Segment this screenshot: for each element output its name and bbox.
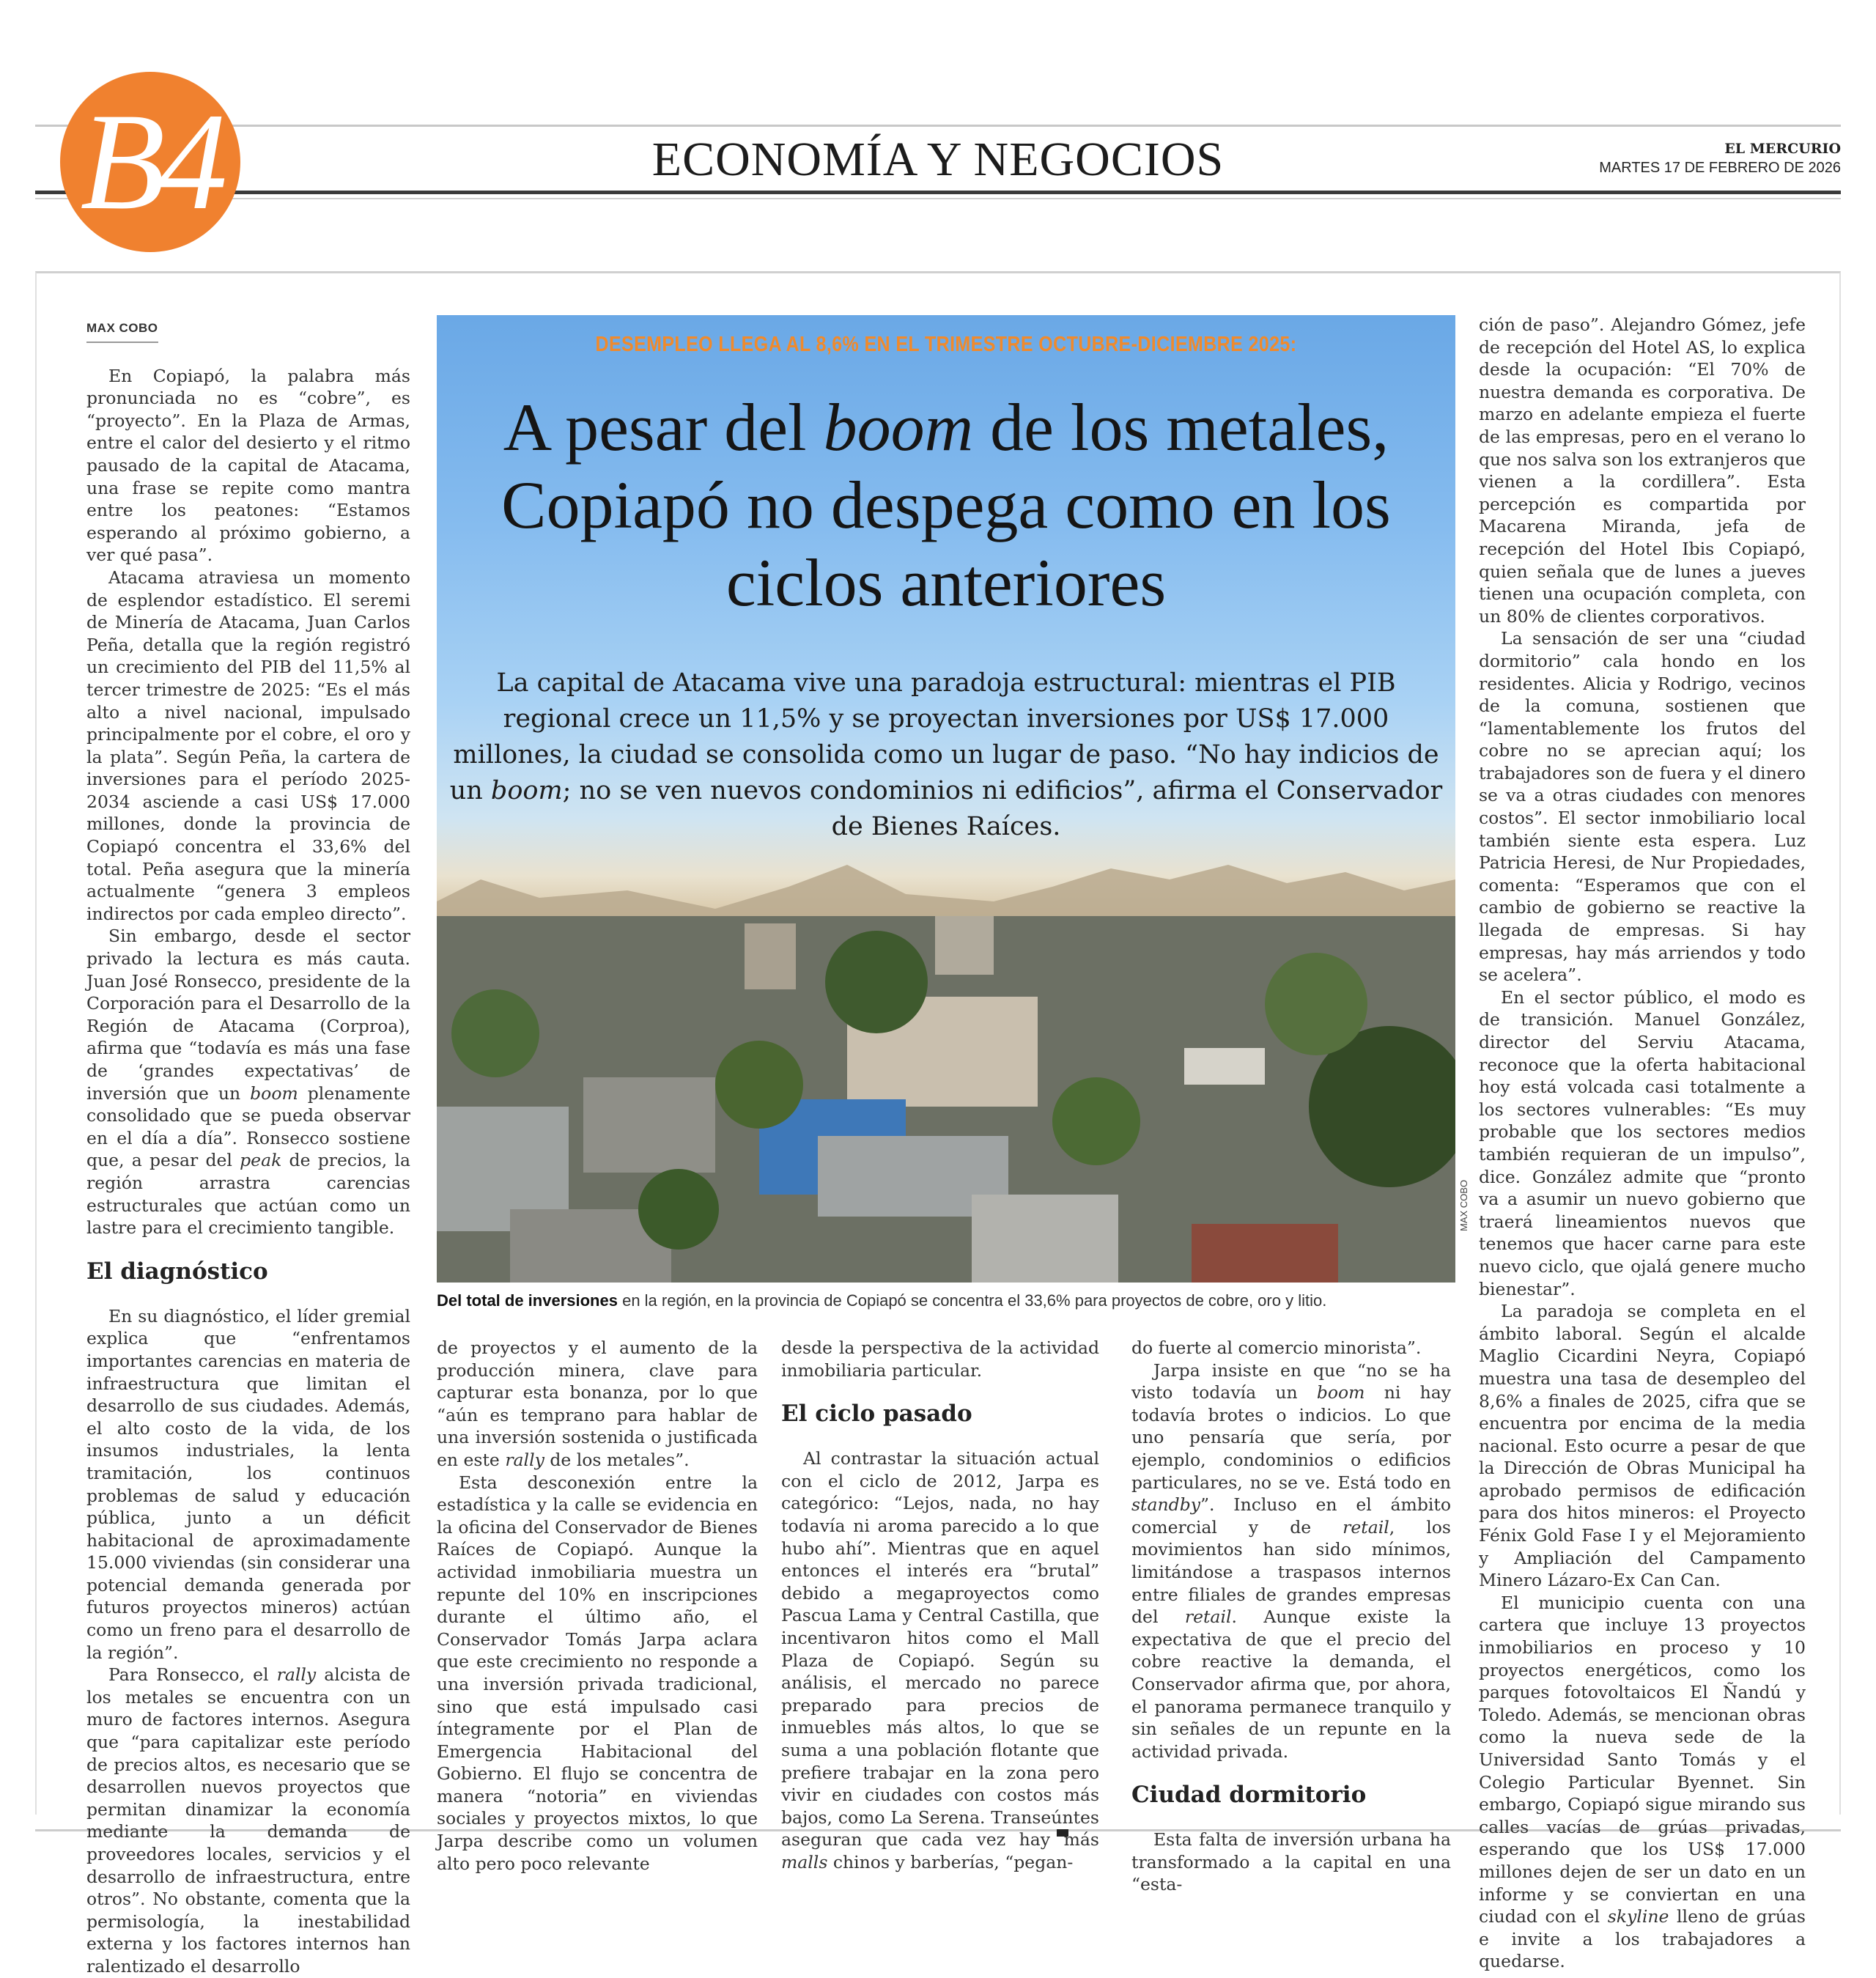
- article-column-4: [1131, 1337, 1451, 1896]
- hero-photo: [437, 315, 1455, 1283]
- deck: La capital de Atacama vive una paradoja estructural: mientras el PIB regional crece un 11,5% y se proyectan inversiones por US$ 17.000 millones, la ciudad se consolida como un lugar de paso. “No hay indicios de un boom; no se ven nuevos condominios ni edificios”, afirma el Conservador de Bienes Raíces.: [449, 668, 1443, 841]
- paragraph: En su diagnóstico, el líder gremial explica que “enfrentamos importantes carencias en materia de infraestructura que limitan el desarrollo de sus ciudades. Además, el alto costo de la vida, de los insumos industriales, la lenta tramitación, los continuos problemas de salud y educación pública, junto a un déficit habitacional de aproximadamente 15.000 viviendas (sin considerar una potencial demanda generada por futuros proyectos mineros) actúan como un freno para el desarrollo de la región”.: [86, 1305, 410, 1663]
- paragraph: En Copiapó, la palabra más pronunciada no es “cobre”, es “proyecto”. En la Plaza de Armas, entre el calor del desierto y el ritmo pausado de la capital de Atacama, una frase se repite como mantra entre los peatones: “Estamos esperando al próximo gobierno, a ver qué pasa”.: [86, 365, 410, 566]
- article-column-1: [86, 315, 410, 1978]
- kicker: DESEMPLEO LLEGA AL 8,6% EN EL TRIMESTRE OCTUBRE-DICIEMBRE 2025:: [595, 333, 1297, 356]
- subhead-ciclo-pasado: El ciclo pasado: [781, 1401, 972, 1428]
- subhead-diagnostico: El diagnóstico: [86, 1258, 268, 1285]
- article-column-2: [437, 1337, 758, 1875]
- headline: A pesar del boom de los metales, Copiapó no despega como en los ciclos anteriores: [501, 390, 1391, 620]
- page-number: B4: [80, 85, 221, 239]
- paragraph: Sin embargo, desde el sector privado la lectura es más cauta. Juan José Ronsecco, presidente de la Corporación para el Desarrollo de la Región de Atacama (Corproa), afirma que “todavía es más una fase de ‘grandes expectativas’ de inversión que un boom plenamente consolidado que se pueda observar en el día a día”. Ronsecco sostiene que, a pesar del peak de precios, la región arrastra carencias estructurales que actúan como un lastre para el crecimiento tangible.: [86, 926, 410, 1239]
- paragraph: En el sector público, el modo es de transición. Manuel González, director del Serviu Atacama, reconoce que la oferta habitacional hoy está volcada casi totalmente a los sectores vulnerables: “Es muy probable que los sectores medios también requieran de un impulso”, dice. González admite que “pronto va a asumir un nuevo gobierno que traerá lineamientos nuevos que tenemos que hacer carne para este nuevo ciclo, que ojalá genere mucho bienestar”.: [1479, 986, 1806, 1299]
- paragraph: El municipio cuenta con una cartera que incluye 13 proyectos inmobiliarios en proceso y 10 proyectos energéticos, como los parques fotovoltaicos El Ñandú y Toledo. Además, se mencionan obras como la nueva sede de la Universidad Santo Tomás y el Colegio Particular Byennet. Sin embargo, Copiapó sigue mirando sus calles vacías de grúas privadas, esperando que los US$ 17.000 millones dejen de ser un dato en un informe y se conviertan en una ciudad con el skyline lleno de grúas e invite a los trabajadores a quedarse.: [1479, 1592, 1806, 1972]
- newspaper-name: EL MERCURIO: [1724, 141, 1841, 157]
- paragraph: Atacama atraviesa un momento de esplendor estadístico. El seremi de Minería de Atacama, Juan Carlos Peña, detalla que la región registró un crecimiento del PIB del 11,5% al tercer trimestre de 2025: “Es el más alto a nivel nacional, impulsado principalmente por el cobre, el oro y la plata”. Según Peña, la cartera de inversiones para el período 2025-2034 asciende a casi US$ 17.000 millones, donde la provincia de Copiapó concentra el 33,6% del total. Peña asegura que la minería actualmente “genera 3 empleos indirectos por cada empleo directo”.: [86, 567, 410, 924]
- paragraph: ción de paso”. Alejandro Gómez, jefe de recepción del Hotel AS, lo explica desde la ocupación: “El 70% de nuestra demanda es corporativa. De marzo en adelante empieza el fuerte de las empresas, pero en el verano lo que nos salva son los extranjeros que vienen a la cordillera”. Esta percepción es compartida por Macarena Miranda, jefa de recepción del Hotel Ibis Copiapó, quien señala que de lunes a jueves tienen una ocupación completa, con un 80% de clientes corporativos.: [1479, 314, 1806, 627]
- subhead-ciudad-dormitorio: Ciudad dormitorio: [1131, 1782, 1367, 1809]
- byline: MAX COBO: [86, 317, 158, 343]
- article-column-5: [1479, 314, 1806, 1973]
- photo-caption: Del total de inversiones en la región, en la provincia de Copiapó se concentra el 33,6% para proyectos de cobre, oro y litio.: [437, 1291, 1327, 1310]
- masthead-bottom-rule: [35, 191, 1841, 194]
- paragraph: desde la perspectiva de la actividad inmobiliaria particular.: [781, 1337, 1099, 1381]
- page-number-badge: [60, 72, 240, 252]
- masthead-top-rule: [35, 125, 1841, 127]
- paragraph: Al contrastar la situación actual con el ciclo de 2012, Jarpa es categórico: “Lejos, nada, no hay todavía ni aroma parecido a lo que hubo ahí”. Mientras que en aquel entonces el interés era “brutal” debido a megaproyectos como Pascua Lama y Central Castilla, que incentivaron hitos como el Mall Plaza de Copiapó. Según su análisis, el mercado no parece preparado para precios de inmuebles más altos, lo que se suma a una población flotante que prefiere trabajar en la zona pero vivir en ciudades con costos más bajos, como La Serena. Transeúntes aseguran que cada vez hay más malls chinos y barberías, “pegan-: [781, 1448, 1099, 1872]
- paragraph: Esta falta de inversión urbana ha transformado a la capital en una “esta-: [1131, 1829, 1451, 1895]
- paragraph: Para Ronsecco, el rally alcista de los metales se encuentra con un muro de factores internos. Asegura que “para capitalizar este período de precios altos, es necesario que se desarrollen nuevos proyectos que permitan dinamizar la economía mediante la demanda de proveedores locales, servicios y el desarrollo de infraestructura, entre otros”. No obstante, comenta que la permisología, la inestabilidad externa y los factores internos han ralentizado el desarrollo: [86, 1664, 411, 1977]
- paragraph: La sensación de ser una “ciudad dormitorio” cala hondo en los residentes. Alicia y Rodrigo, vecinos de la comuna, sostienen que “lamentablemente los frutos del cobre no se aprecian aquí; los trabajadores son de fuera y el dinero se va a otras ciudades con menores costos”. El sector inmobiliario local también siente esta espera. Luz Patricia Heresi, de Nur Propiedades, comenta: “Esperamos que con el cambio de gobierno se reactive la llegada de empresas. Si hay empresas, hay más arriendos y todo se acelera”.: [1479, 628, 1806, 986]
- paragraph: Esta desconexión entre la estadística y la calle se evidencia en la oficina del Conservador de Bienes Raíces de Copiapó. Aunque la actividad inmobiliaria muestra un repunte del 10% en inscripciones durante el último año, el Conservador Tomás Jarpa aclara que este crecimiento no responde a una inversión privada tradicional, sino que está impulsado casi íntegramente por el Plan de Emergencia Habitacional del Gobierno. El flujo se concentra de manera “notoria” en viviendas sociales y proyectos mixtos, lo que Jarpa describe como un volumen alto pero poco relevante: [437, 1472, 758, 1874]
- section-title: ECONOMÍA Y NEGOCIOS: [651, 133, 1225, 186]
- photo-credit: MAX COBO: [1458, 1179, 1469, 1231]
- paragraph: do fuerte al comercio minorista”.: [1131, 1337, 1422, 1358]
- publication-date: MARTES 17 DE FEBRERO DE 2026: [1599, 160, 1841, 176]
- paragraph: La paradoja se completa en el ámbito laboral. Según el alcalde Maglio Cicardini Neyra, Copiapó muestra una tasa de desempleo del 8,6% a finales de 2025, cifra que se encuentra por encima de la media nacional. Esto ocurre a pesar de que la Dirección de Obras Municipal ha aprobado permisos de edificación para dos hitos mineros: el Proyecto Fénix Gold Fase I y el Mejoramiento y Ampliación del Campamento Minero Lázaro-Ex Can Can.: [1479, 1301, 1806, 1591]
- masthead-bottom-thin-rule: [35, 198, 1841, 199]
- article-column-3: [781, 1337, 1099, 1873]
- city-rooftops: [437, 916, 1455, 1283]
- paragraph: de proyectos y el aumento de la producción minera, clave para capturar esta bonanza, por lo que “aún es temprano para hablar de una inversión sostenida o justificada en este rally de los metales”.: [437, 1337, 758, 1470]
- paragraph: Jarpa insiste en que “no se ha visto todavía un boom ni hay todavía brotes o indicios. Lo que uno pensaría que sería, por ejemplo, condominios o edificios particulares, no se ve. Está todo en standby”. Incluso en el ámbito comercial y de retail, los movimientos han sido mínimos, limitándose a traspasos internos entre filiales de grandes empresas del retail. Aunque existe la expectativa de que el precio del cobre reactive la demanda, el Conservador afirma que, por ahora, el panorama permanece tranquilo y sin señales de un repunte en la actividad privada.: [1131, 1359, 1451, 1762]
